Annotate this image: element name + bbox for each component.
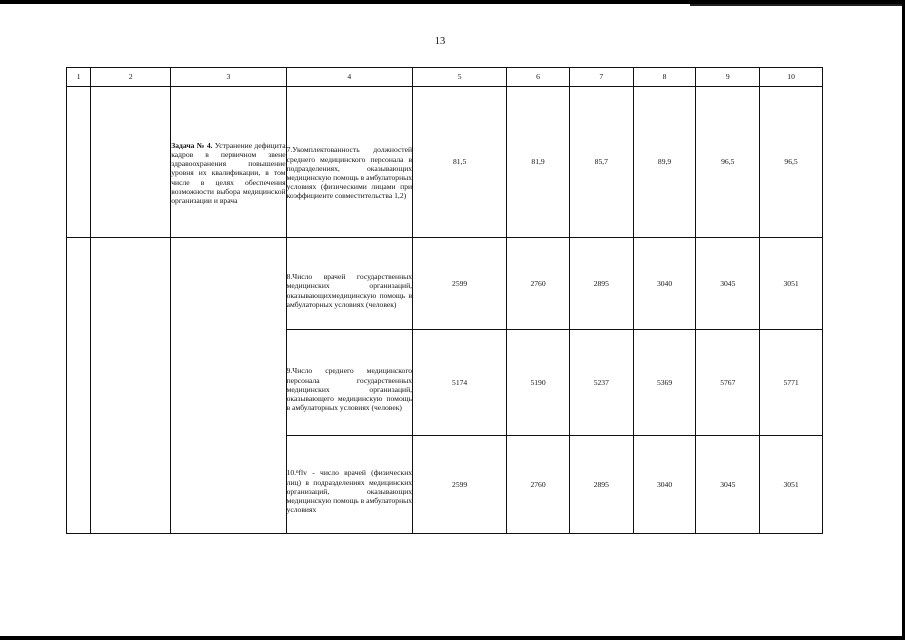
indicator-cell: [286, 87, 413, 238]
header-cell-3: 3: [171, 68, 286, 87]
value-cell: 96,5: [760, 87, 823, 238]
value-cell: 3040: [633, 436, 696, 534]
table-row: [67, 238, 823, 330]
value-cell: 3045: [696, 436, 760, 534]
value-cell: 5369: [633, 330, 696, 436]
header-row: [67, 68, 823, 87]
header-cell-5: 5: [413, 68, 507, 87]
table-row: [67, 87, 823, 238]
scan-border-bottom: [0, 636, 905, 640]
value-cell: 85,7: [569, 87, 633, 238]
header-cell-9: 9: [696, 68, 760, 87]
value-cell: 3045: [696, 238, 760, 330]
empty-cell: [91, 238, 171, 534]
value-cell: 3051: [760, 238, 823, 330]
page-number: 13: [434, 36, 446, 47]
task-title: Задача № 4.: [171, 140, 213, 150]
indicator-text: 7.Укомплектованность должностей среднего медицинского персонала в подразделениях, оказывающих медицинскую помощь в амбулаторных условиях (физическими лицами при коэффициенте совместительства 1,2): [286, 145, 413, 201]
empty-cell: [91, 87, 171, 238]
value-cell: 5771: [760, 330, 823, 436]
value-cell: 5237: [569, 330, 633, 436]
header-cell-6: 6: [507, 68, 570, 87]
indicator-cell: [286, 436, 413, 534]
indicator-text: 10.ⁿflv - число врачей (физических лиц) в подразделениях медицинских организаций, оказывающих медицинскую помощь в амбулаторных условиях: [286, 468, 413, 515]
header-cell-10: 10: [760, 68, 823, 87]
header-cell-2: 2: [91, 68, 171, 87]
indicator-text: 9.Число среднего медицинского персонала государственных медицинских организаций, оказывающего медицинскую помощь в амбулаторных условиях (человек): [286, 366, 413, 413]
header-cell-4: 4: [286, 68, 413, 87]
value-cell: 5190: [507, 330, 570, 436]
value-cell: 5767: [696, 330, 760, 436]
value-cell: 2599: [413, 238, 507, 330]
indicator-cell: [286, 330, 413, 436]
value-cell: 2895: [569, 436, 633, 534]
value-cell: 2760: [507, 238, 570, 330]
value-cell: 3051: [760, 436, 823, 534]
value-cell: 3040: [633, 238, 696, 330]
value-cell: 89,9: [633, 87, 696, 238]
empty-cell: [171, 238, 286, 534]
task-text: Устранение дефицита кадров в первичном звене здравоохранения повышение уровня их квалификации, в том числе в целях обеспечения возможности выбора медицинской организации и врача: [171, 140, 286, 205]
value-cell: 2895: [569, 238, 633, 330]
indicator-cell: [286, 238, 413, 330]
header-cell-1: 1: [67, 68, 91, 87]
value-cell: 2760: [507, 436, 570, 534]
task-description: [171, 119, 285, 205]
scan-border-top-right: [690, 4, 905, 6]
header-cell-7: 7: [569, 68, 633, 87]
header-cell-8: 8: [633, 68, 696, 87]
value-cell: 96,5: [696, 87, 760, 238]
row-number-cell: [67, 238, 91, 534]
value-cell: 2599: [413, 436, 507, 534]
value-cell: 81,9: [507, 87, 570, 238]
indicators-table: [66, 67, 823, 534]
row-number-cell: [67, 87, 91, 238]
indicator-text: 8.Число врачей государственных медицинских организаций, оказывающихмедицинскую помощь в амбулаторных условиях (человек): [286, 272, 413, 309]
value-cell: 81,5: [413, 87, 507, 238]
task-description-cell: [171, 87, 286, 238]
value-cell: 5174: [413, 330, 507, 436]
